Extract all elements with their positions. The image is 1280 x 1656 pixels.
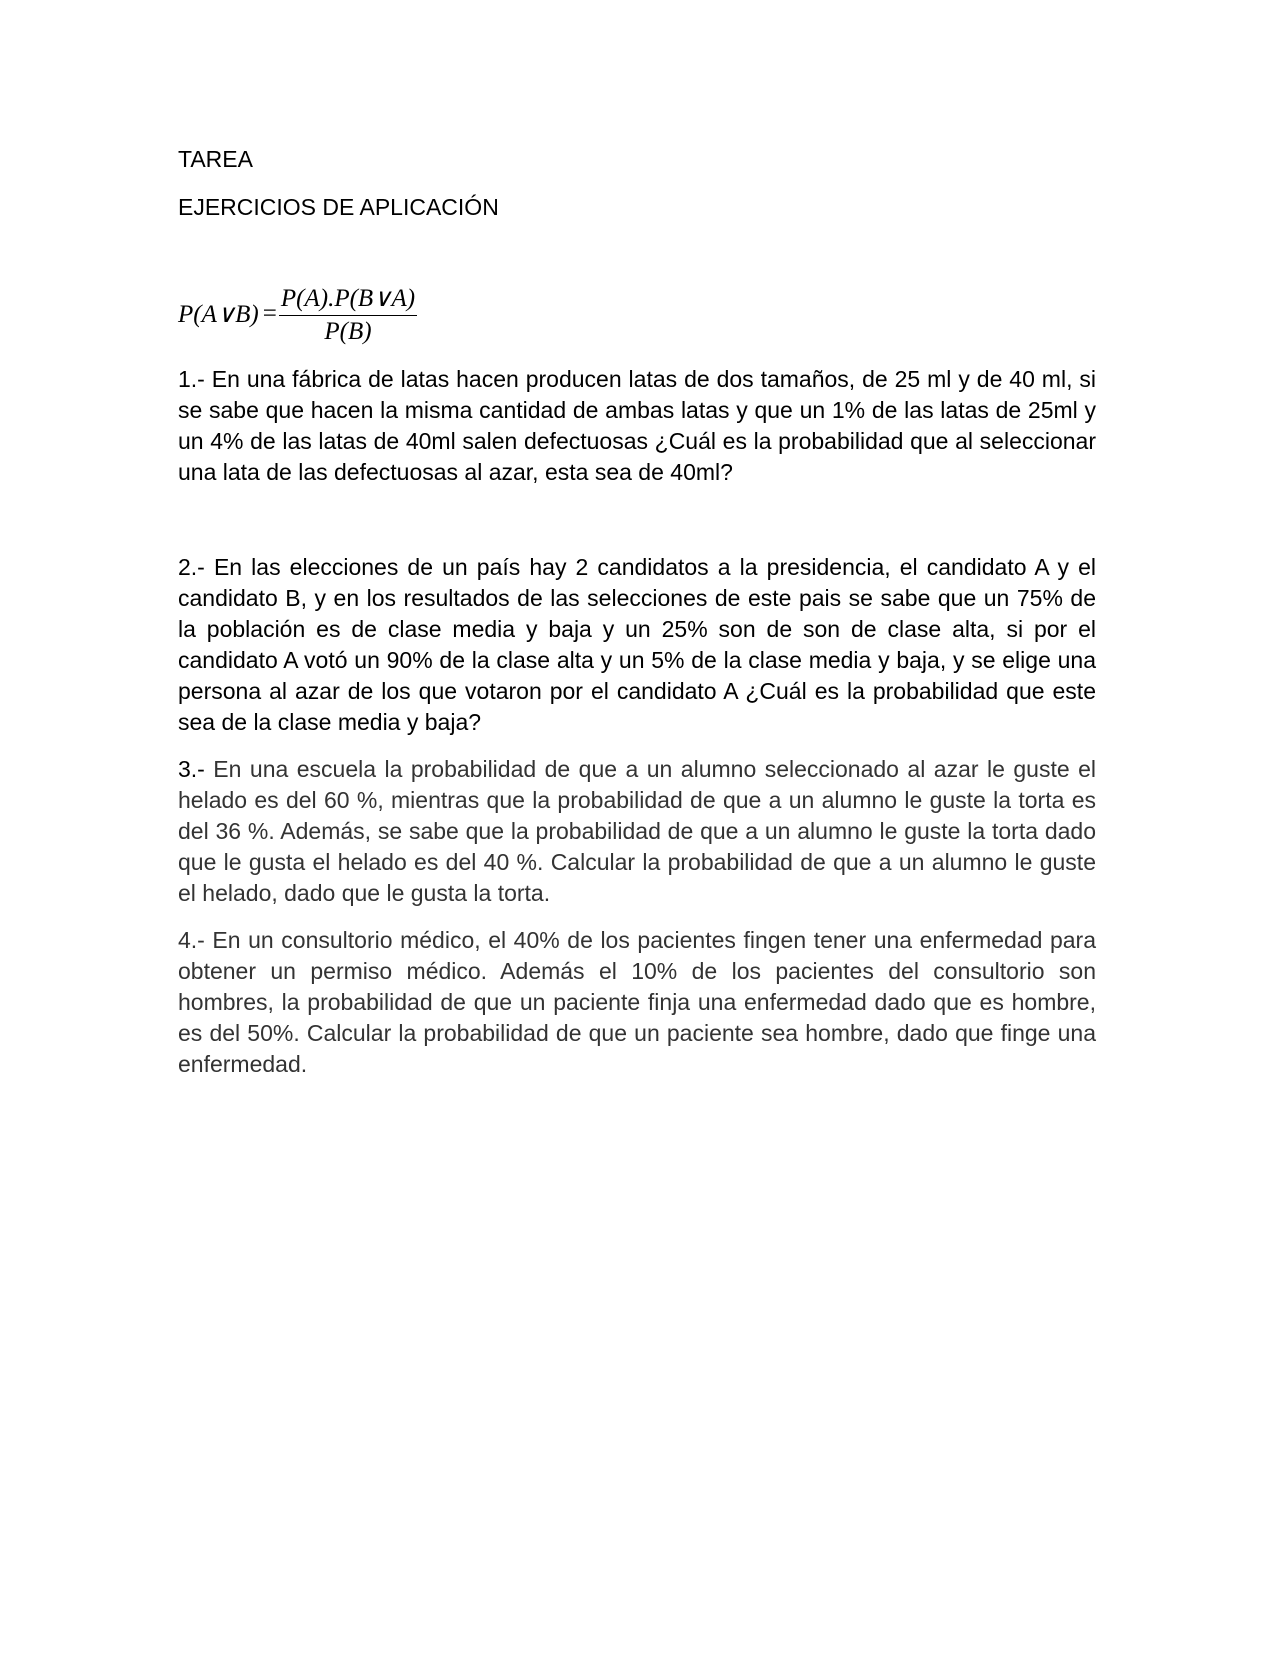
document-title: TAREA [178,146,253,172]
formula-numerator: P(A).P(B∨A) [279,283,417,316]
exercise-2-label: 2.- [178,554,205,580]
exercise-1-text: En una fábrica de latas hacen producen latas de dos tamaños, de 25 ml y de 40 ml, si se sabe que hacen la misma cantidad de ambas latas y que un 1% de las latas de 25ml y un 4% de las latas de 40ml salen defectuosas ¿Cuál es la probabilidad que al seleccionar una lata de las defectuosas al azar, esta sea de 40ml? [178,366,1096,485]
formula-fraction [279,283,417,346]
formula-lhs: P(A∨B) [178,301,259,328]
exercise-3-label: 3.- [178,756,205,782]
exercise-2-text: En las elecciones de un país hay 2 candidatos a la presidencia, el candidato A y el candidato B, y en los resultados de las selecciones de este pais se sabe que un 75% de la población es de clase media y baja y un 25% son de son de clase alta, si por el candidato A votó un 90% de la clase alta y un 5% de la clase media y baja, y se elige una persona al azar de los que votaron por el candidato A ¿Cuál es la probabilidad que este sea de la clase media y baja? [178,554,1096,735]
formula-denominator: P(B) [324,317,372,345]
exercise-3-text: En una escuela la probabilidad de que a un alumno seleccionado al azar le guste el helado es del 60 %, mientras que la probabilidad de que a un alumno le guste la torta es del 36 %. Además, se sabe que la probabilidad de que a un alumno le guste la torta dado que le gusta el helado es del 40 %. Calcular la probabilidad de que a un alumno le guste el helado, dado que le gusta la torta. [178,756,1096,906]
bayes-formula [178,280,1096,348]
exercise-3 [178,754,1096,909]
document-subtitle: EJERCICIOS DE APLICACIÓN [178,194,499,220]
exercise-4-text: En un consultorio médico, el 40% de los pacientes fingen tener una enfermedad para obtener un permiso médico. Además el 10% de los pacientes del consultorio son hombres, la probabilidad de que un paciente finja una enfermedad dado que es hombre, es del 50%. Calcular la probabilidad de que un paciente sea hombre, dado que finge una enfermedad. [178,927,1096,1077]
exercise-4-label: 4.- [178,927,205,953]
exercise-2 [178,552,1096,738]
document-body [178,144,1096,1080]
exercise-1-label: 1.- [178,366,205,392]
formula-equals: = [262,300,277,327]
exercise-4 [178,925,1096,1080]
exercise-1 [178,364,1096,488]
